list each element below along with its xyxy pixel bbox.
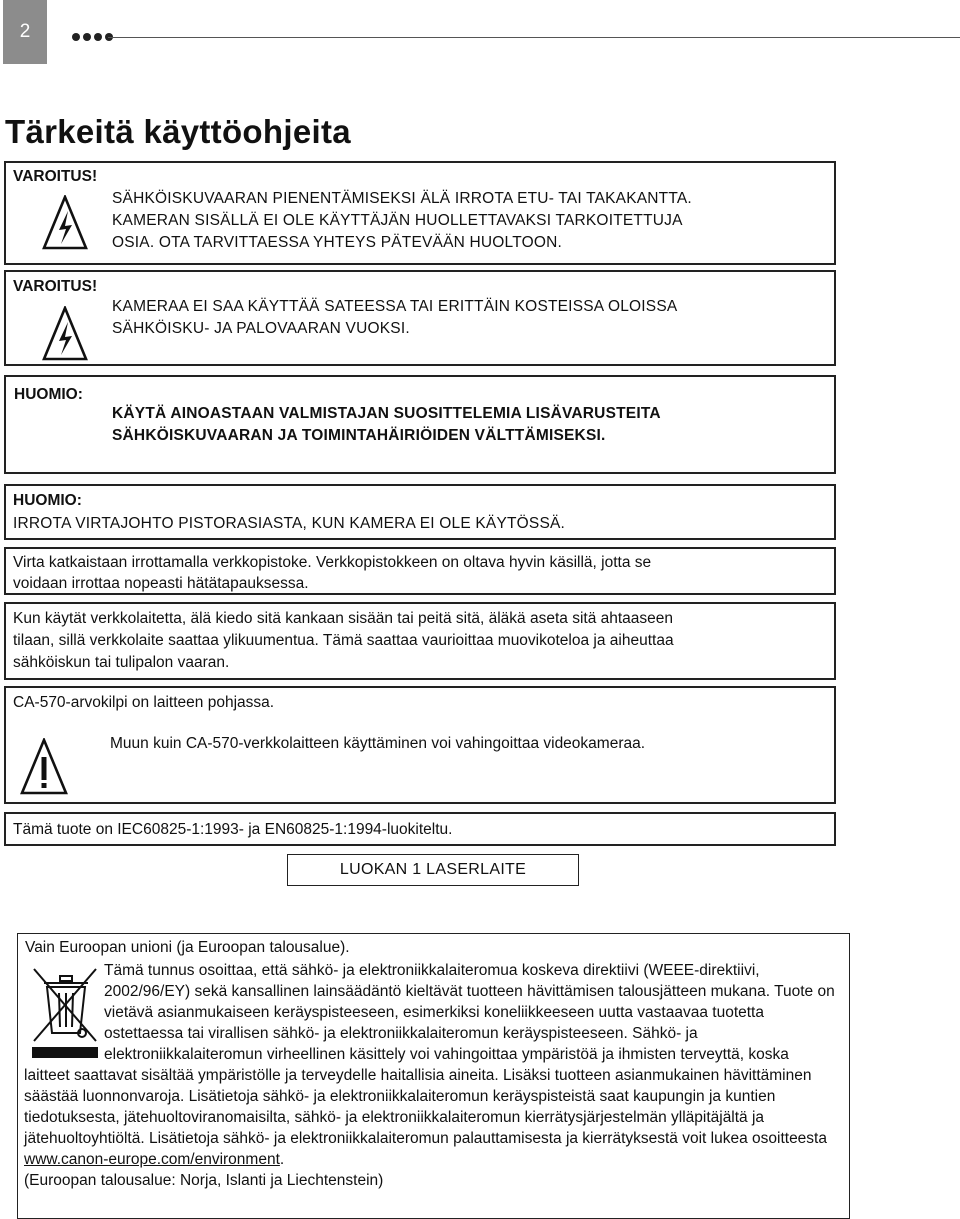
caution-text-line-1: KÄYTÄ AINOASTAAN VALMISTAJAN SUOSITTELEMIA LISÄVARUSTEITA	[112, 405, 661, 422]
iec-note-box	[4, 812, 836, 846]
laser-class-label	[287, 854, 579, 886]
power-note-box	[4, 547, 836, 595]
caution-text-line-2: SÄHKÖISKUVAARAN JA TOIMINTAHÄIRIÖIDEN VÄLTTÄMISEKSI.	[112, 427, 606, 444]
warning-box-rain	[4, 270, 836, 366]
weee-heading: Vain Euroopan unioni (ja Euroopan talousalue).	[25, 939, 350, 956]
rating-label-box	[4, 686, 836, 804]
warning-label: VAROITUS!	[13, 168, 98, 185]
power-note-line-1: Virta katkaistaan irrottamalla verkkopistoke. Verkkopistokkeen on oltava hyvin käsillä, jotta se	[13, 554, 652, 571]
caution-box-unplug	[4, 484, 836, 540]
adapter-note-line-3: sähköiskun tai tulipalon vaaran.	[13, 654, 230, 671]
canon-environment-link[interactable]: www.canon-europe.com/environment	[24, 1151, 280, 1168]
header-dots	[72, 33, 113, 41]
weee-body-text: Tämä tunnus osoittaa, että sähkö- ja elektroniikkalaiteromua koskeva direktiivi (WEEE-direktiivi, 2002/96/EY) sekä kansallinen lainsäädäntö kieltävät tuotteen hävittämisen talousjätteen mukana. Tuote on vietävä asianmukaiseen keräyspisteeseen, esimerkiksi koneliikkeeseen uutta vastaavaa tuotetta ostettaessa tai virallisen sähkö- ja elektroniikkalaiteromun keräyspisteeseen. Sähkö- ja elektroniikkalaiteromun virheellinen käsittely voi vahingoittaa ympäristöä ja ihmisten terveyttä, koska laitteet saattavat sisältää ympäristölle ja terveydelle haitallisia aineita. Lisäksi tuotteen asianmukainen hävittäminen säästää luonnonvaroja. Lisätietoja sähkö- ja elektroniikkalaiteromun keräyspisteistä saat kaupungin ja kuntien tiedotuksesta, jätehuoltoviranomaisilta, sähkö- ja elektroniikkalaiteromun kierrätysjärjestelmän ylläpitäjältä ja jätehuoltoyhtiöltä. Lisätietoja sähkö- ja elektroniikkalaiteromun palauttamisesta ja kierrätyksestä voit lukea osoitteesta	[24, 962, 835, 1147]
warning-text-line-3: OSIA. OTA TARVITTAESSA YHTEYS PÄTEVÄÄN HUOLTOON.	[112, 234, 563, 251]
warning-label: VAROITUS!	[13, 278, 98, 295]
caution-text: IRROTA VIRTAJOHTO PISTORASIASTA, KUN KAMERA EI OLE KÄYTÖSSÄ.	[13, 515, 566, 532]
warning-text-line-1: SÄHKÖISKUVAARAN PIENENTÄMISEKSI ÄLÄ IRROTA ETU- TAI TAKAKANTTA.	[112, 190, 692, 207]
iec-note-text: Tämä tuote on IEC60825-1:1993- ja EN60825-1:1994-luokiteltu.	[13, 821, 453, 838]
page-title: Tärkeitä käyttöohjeita	[5, 113, 351, 150]
electric-shock-warning-icon	[42, 306, 88, 362]
caution-label: HUOMIO:	[13, 492, 82, 509]
power-note-line-2: voidaan irrottaa nopeasti hätätapauksessa.	[13, 575, 309, 592]
warning-text-line-2: KAMERAN SISÄLLÄ EI OLE KÄYTTÄJÄN HUOLLETTAVAKSI TARKOITETTUJA	[112, 212, 683, 229]
adapter-note-box	[4, 602, 836, 680]
rating-label-text: CA-570-arvokilpi on laitteen pohjassa.	[13, 694, 275, 711]
adapter-warning-text: Muun kuin CA-570-verkkolaitteen käyttäminen voi vahingoittaa videokameraa.	[110, 735, 646, 752]
caution-label: HUOMIO:	[14, 386, 83, 403]
warning-box-shock-cover	[4, 161, 836, 265]
page-number-tab	[3, 0, 47, 64]
header-rule	[108, 37, 960, 38]
warning-text-line-1: KAMERAA EI SAA KÄYTTÄÄ SATEESSA TAI ERITTÄIN KOSTEISSA OLOISSA	[112, 298, 678, 315]
weee-footer: (Euroopan talousalue: Norja, Islanti ja Liechtenstein)	[24, 1172, 384, 1189]
caution-box-accessories	[4, 375, 836, 474]
warning-text-line-2: SÄHKÖISKU- JA PALOVAARAN VUOKSI.	[112, 320, 410, 337]
laser-class-text: LUOKAN 1 LASERLAITE	[339, 861, 527, 878]
page-number: 2	[19, 21, 31, 42]
adapter-note-line-1: Kun käytät verkkolaitetta, älä kiedo sitä kankaan sisään tai peitä sitä, äläkä aseta sitä ahtaaseen	[13, 610, 674, 627]
adapter-note-line-2: tilaan, sillä verkkolaite saattaa ylikuumentua. Tämä saattaa vaurioittaa muovikoteloa ja aiheuttaa	[13, 632, 674, 649]
exclamation-warning-icon	[20, 738, 68, 796]
weee-body: Tämä tunnus osoittaa, että sähkö- ja elektroniikkalaiteromua koskeva direktiivi (WEEE-direktiivi, 2002/96/EY) sekä kansallinen lainsäädäntö kieltävät tuotteen hävittämisen talousjätteen mukana. Tuote on vietävä asianmukaiseen keräyspisteeseen, esimerkiksi koneliikkeeseen uutta vastaavaa tuotetta ostettaessa tai virallisen sähkö- ja elektroniikkalaiteromun keräyspisteeseen. Sähkö- ja elektroniikkalaiteromun virheellinen käsittely voi vahingoittaa ympäristöä ja ihmisten terveyttä, koska laitteet saattavat sisältää ympäristölle ja terveydelle haitallisia aineita. Lisäksi tuotteen asianmukainen hävittäminen säästää luonnonvaroja. Lisätietoja sähkö- ja elektroniikkalaiteromun keräyspisteistä saat kaupungin ja kuntien tiedotuksesta, jätehuoltoviranomaisilta, sähkö- ja elektroniikkalaiteromun kierrätysjärjestelmän ylläpitäjältä ja jätehuoltoyhtiöltä. Lisätietoja sähkö- ja elektroniikkalaiteromun palauttamisesta ja kierrätyksestä voit lukea osoitteesta www.canon-europe.com/environment. (Euroopan talousalue: Norja, Islanti ja Liechtenstein)	[24, 962, 835, 1189]
electric-shock-warning-icon	[42, 195, 88, 251]
